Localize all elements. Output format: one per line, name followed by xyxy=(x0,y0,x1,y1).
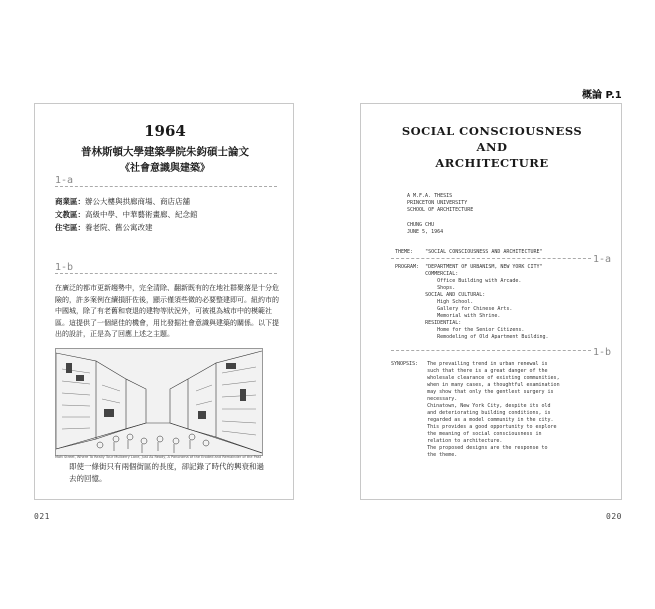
synopsis-block: SYNOPSIS: The prevailing trend in urban renewal is such that there is a great danger of the wholesale clearance of existing communities, when in many cases, a thoughtful examination may show that only the gentlest surgery is necessary. Chinatown, New York City, despite its old and deteriorating building conditions, is regarded as a model community in the city. This provides a good opportunity to explore the meaning of social consciousness in relation to architecture. The proposed designs are the response to the theme. xyxy=(391,361,560,458)
typed-line: PRINCETON UNIVERSITY xyxy=(407,200,468,206)
program-item-residential: 住宅區：養老院、舊公寓改建 xyxy=(55,223,153,232)
page-year: 1964 xyxy=(144,122,186,140)
thesis-title-line: AND xyxy=(476,140,508,154)
program-block: PROGRAM: "DEPARTMENT OF URBANISM, NEW YORK CITY" COMMERCIAL: Office Building with Arcade. Shops. SOCIAL AND CULTURAL: High School. Gallery for Chinese Arts. Memorial with Shrine. RESIDENTIAL: Home for the Senior Citizens. Remodeling of Old Apartment Building. xyxy=(395,264,549,340)
typed-line: CHUNG CHU xyxy=(407,222,435,228)
page-title: 普林斯頓大學建築學院朱鈞碩士論文 xyxy=(81,146,249,158)
divider xyxy=(391,258,591,259)
section-label-1b: 1-b xyxy=(55,262,74,273)
section-label-1b: 1-b xyxy=(593,347,612,358)
body-paragraph: 在廣泛的都市更新趨勢中，完全清除、翻新既有的在地社群聚落是十分危險的，許多案例在續損肝佐後，顯示僅須些微的必要整建即可。紐約市的中國城，除了有老舊和衰退的建物等狀況外，可被視為城市中的模範社區。這提供了一個絕佳的機會，用比發掘社會意識與建築的關係。以下提出的設計，正是為了回應上述之主題。 xyxy=(55,284,279,338)
program-item-culture: 文教區：高級中學、中華藝術畫廊、紀念館 xyxy=(55,210,198,219)
thesis-title xyxy=(361,123,623,171)
divider xyxy=(55,186,277,187)
right-page xyxy=(360,103,622,500)
program-list xyxy=(55,195,198,234)
typed-line: SCHOOL OF ARCHITECTURE xyxy=(407,207,474,213)
sketch-caption: Mott Street, Where To Really Tour Mulberry Lane, Just As Ready, A Panorama of the Eroded and Remainder of the Past xyxy=(55,455,261,459)
page-number-right: 020 xyxy=(606,512,622,521)
thesis-title-line: ARCHITECTURE xyxy=(435,156,549,170)
page-number-left: 021 xyxy=(34,512,50,521)
divider xyxy=(55,273,277,274)
page-subtitle: 《社會意識與建築》 xyxy=(120,163,210,174)
typed-line: A M.F.A. THESIS xyxy=(407,193,453,199)
section-label-1a: 1-a xyxy=(55,175,74,186)
author-date-block xyxy=(407,222,443,236)
program-item-commercial: 商業區：辦公大樓與拱廊商場、商店店舖 xyxy=(55,197,190,206)
divider xyxy=(391,350,591,351)
thesis-title-line: SOCIAL CONSCIOUSNESS xyxy=(401,124,583,138)
section-label-1a: 1-a xyxy=(593,254,612,265)
street-sketch-image xyxy=(55,348,263,456)
typed-line: JUNE 5, 1964 xyxy=(407,229,444,235)
theme-line: THEME: "SOCIAL CONSCIOUSNESS AND ARCHITECTURE" xyxy=(395,249,543,255)
left-page xyxy=(34,103,294,500)
thesis-header-block xyxy=(407,193,473,214)
section-header: 概論 P.1 xyxy=(582,90,622,101)
sketch-drawing xyxy=(56,349,262,455)
image-caption: 即使一條街只有兩個街區的長度，卻記錄了時代的興衰和過去的回憶。 xyxy=(69,462,264,483)
